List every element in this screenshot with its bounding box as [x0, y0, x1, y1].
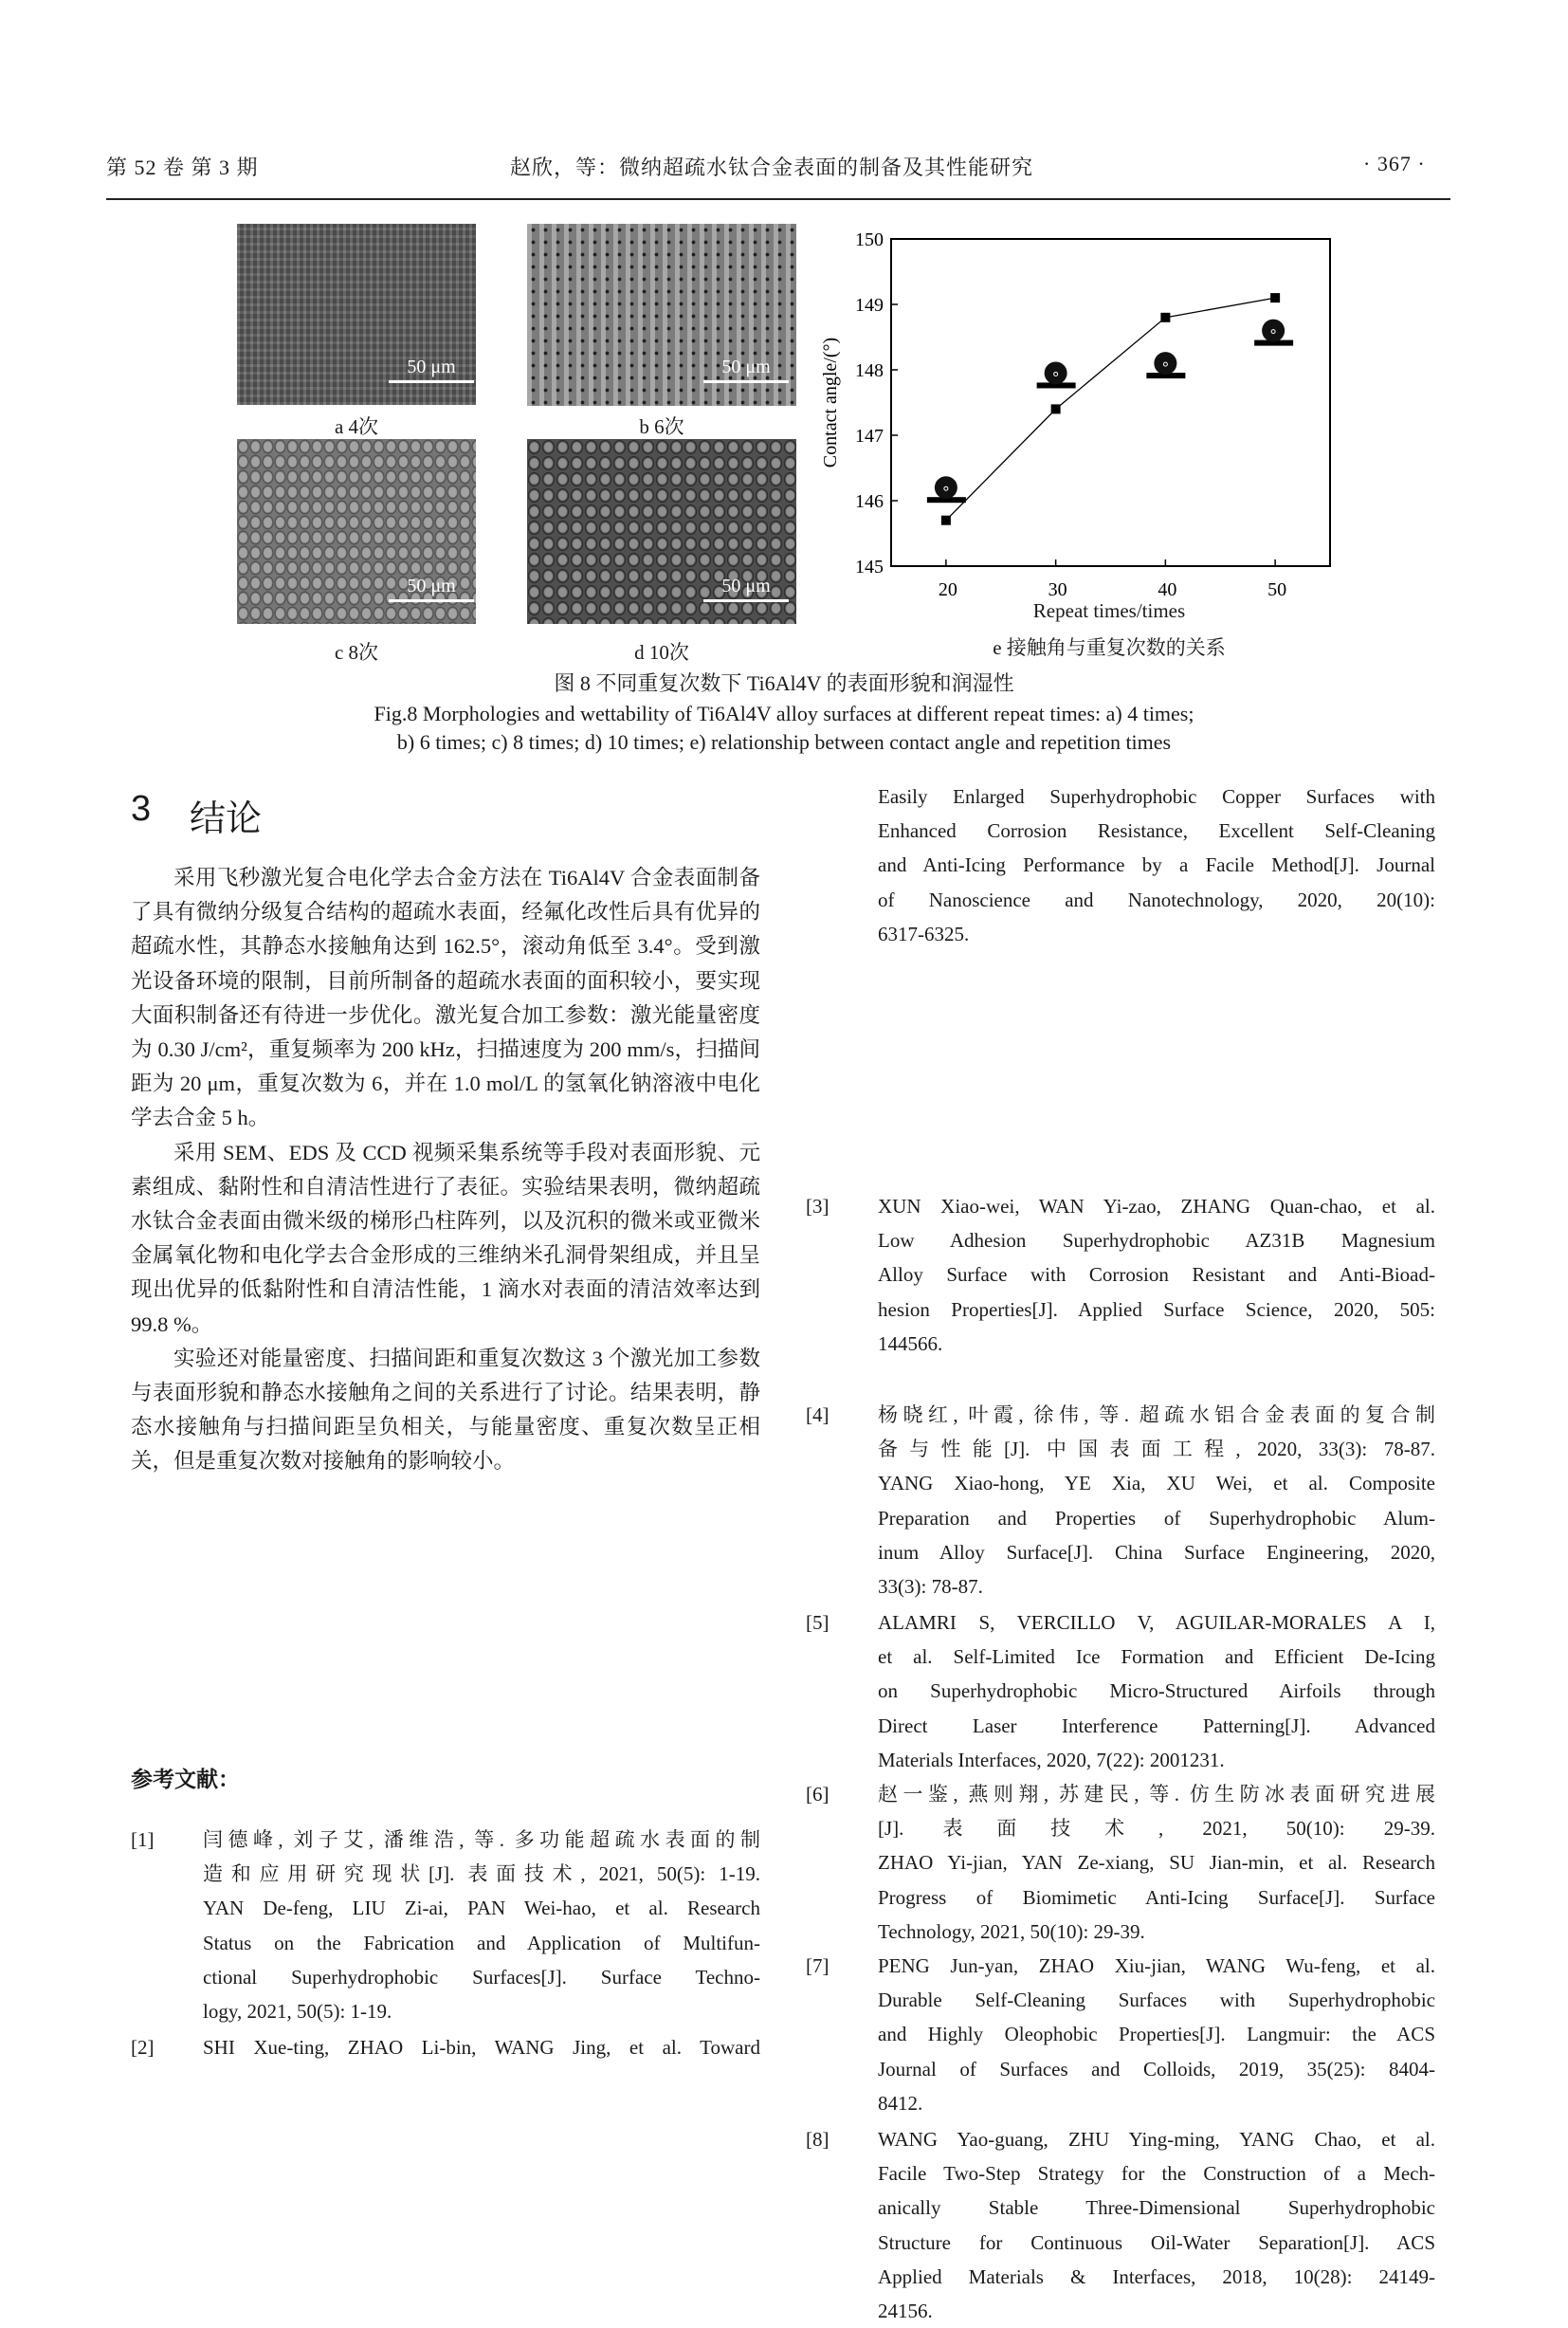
conclusion-body [131, 861, 760, 1479]
running-title: 赵欣，等：微纳超疏水钛合金表面的制备及其性能研究 [510, 156, 1034, 179]
droplet-icon [1154, 352, 1176, 375]
sem-image-c [237, 439, 476, 624]
reference-text: ALAMRI S, VERCILLO V, AGUILAR-MORALES A I, et al. Self-Limited Ice Formation and Efficient De-Icing on Superhydrophobic Micro-Structured Airfoils through Direct Laser Interference Patterning[J]. Advanced Materials Interfaces, 2020, 7(22): 2001231. [878, 1611, 1435, 1771]
figure-caption-en-1: Fig.8 Morphologies and wettability of Ti6Al4V alloy surfaces at different repeat times: a) 4 times; [374, 702, 1194, 725]
scale-bar-c: 50 μm [389, 576, 474, 602]
data-point-marker [1051, 404, 1061, 413]
scale-bar-b: 50 μm [703, 357, 789, 383]
volume-issue: 第 52 卷 第 3 期 [106, 156, 259, 179]
caption-b: b 6次 [639, 415, 684, 438]
caption-c: c 8次 [334, 641, 379, 664]
section-title: 结论 [190, 799, 263, 839]
x-tick-label: 20 [938, 579, 957, 600]
reference-number: [8] [806, 2128, 830, 2151]
reference-number: [7] [806, 1954, 830, 1977]
sem-image-d [527, 439, 796, 624]
reference-number: [1] [131, 1828, 155, 1851]
data-point-marker [1270, 293, 1280, 302]
reference-number: [2] [131, 2036, 155, 2059]
section-number: 3 [131, 789, 152, 829]
caption-d: d 10次 [634, 641, 689, 664]
caption-a: a 4次 [334, 415, 379, 438]
reference-text: 杨晓红, 叶霞, 徐伟, 等. 超疏水铝合金表面的复合制 备与性能[J]. 中国表面工程, 2020, 33(3): 78-87. YANG Xiao-hong, YE Xia, XU Wei, et al. Composite Preparation and Properties of Superhydrophobic Alum- inum Alloy Surface[J]. China Surface Engineering, 2020, 33(3): 78-87. [878, 1403, 1435, 1599]
reference-text: WANG Yao-guang, ZHU Ying-ming, YANG Chao, et al. Facile Two-Step Strategy for the Construction of a Mech- anically Stable Three-Dimensional Superhydrophobic Structure for Continuous Oil-Water Separation[J]. ACS Applied Materials & Interfaces, 2018, 10(28): 24149- 24156. [878, 2128, 1435, 2323]
data-point-marker [1160, 313, 1170, 322]
figure-caption-en-2: b) 6 times; c) 8 times; d) 10 times; e) relationship between contact angle and repetition times [396, 730, 1172, 754]
reference-text: Easily Enlarged Superhydrophobic Copper Surfaces with Enhanced Corrosion Resistance, Excellent Self-Cleaning and Anti-Icing Performance by a Facile Method[J]. Journal of Nanoscience and Nanotechnology, 2020, 20(10): 6317-6325. [878, 785, 1435, 945]
reference-number: [5] [806, 1611, 830, 1634]
droplet-icon [1262, 320, 1285, 342]
y-tick-label: 147 [855, 426, 884, 447]
reference-number: [6] [806, 1783, 830, 1806]
header-rule [106, 198, 1450, 200]
y-tick-label: 146 [855, 491, 884, 512]
y-tick-label: 149 [855, 295, 884, 316]
y-tick-label: 145 [855, 557, 884, 577]
paragraph-3: 实验还对能量密度、扫描间距和重复次数这 3 个激光加工参数与表面形貌和静态水接触角之间的关系进行了讨论。结果表明，静态水接触角与扫描间距呈负相关，与能量密度、重复次数呈正相关，但是重复次数对接触角的影响较小。 [131, 1346, 760, 1474]
droplet-icon [935, 476, 957, 499]
reference-number: [4] [806, 1403, 830, 1426]
references-heading: 参考文献： [131, 1767, 240, 1791]
chart-y-label: Contact angle/(°) [820, 337, 841, 468]
reference-text: 闫德峰, 刘子艾, 潘维浩, 等. 多功能超疏水表面的制 造和应用研究现状[J]. 表面技术, 2021, 50(5): 1-19. YAN De-feng, LIU Zi-ai, PAN Wei-hao, et al. Research Status on the Fabrication and Application of Multifun- ctional Superhydrophobic Surfaces[J]. Surface Techno- logy, 2021, 50(5): 1-19. [203, 1828, 760, 2024]
y-tick-label: 150 [855, 229, 884, 250]
droplet-icon [1045, 361, 1067, 384]
sem-image-b [527, 224, 796, 406]
reference-text: 赵一鉴, 燕则翔, 苏建民, 等. 仿生防冰表面研究进展 [J]. 表面技术, 2021, 50(10): 29-39. ZHAO Yi-jian, YAN Ze-xiang, SU Jian-min, et al. Research Progress of Biomimetic Anti-Icing Surface[J]. Surface Technology, 2021, 50(10): 29-39. [878, 1783, 1435, 1943]
plot-frame [891, 239, 1330, 566]
caption-e: e 接触角与重复次数的关系 [993, 636, 1226, 659]
data-point-marker [941, 516, 951, 525]
page-number: · 367 · [1363, 152, 1426, 175]
reference-text: SHI Xue-ting, ZHAO Li-bin, WANG Jing, et al. Toward [203, 2036, 760, 2059]
figure-caption-cn: 图 8 不同重复次数下 Ti6Al4V 的表面形貌和润湿性 [554, 671, 1014, 695]
scale-bar-a: 50 μm [389, 357, 474, 383]
x-tick-label: 50 [1267, 579, 1287, 600]
paragraph-1: 采用飞秒激光复合电化学去合金方法在 Ti6Al4V 合金表面制备了具有微纳分级复合结构的超疏水表面，经氟化改性后具有优异的超疏水性，其静态水接触角达到 162.5°，滚动角低至 3.4°。受到激光设备环境的限制，目前所制备的超疏水表面的面积较小，要实现大面积制备还有待进一步优化。激光复合加工参数：激光能量密度为 0.30 J/cm²，重复频率为 200 kHz，扫描速度为 200 mm/s，扫描间距为 20 μm，重复次数为 6，并在 1.0 mol/L 的氢氧化钠溶液中电化学去合金 5 h。 [131, 866, 760, 1130]
paragraph-2: 采用 SEM、EDS 及 CCD 视频采集系统等手段对表面形貌、元素组成、黏附性和自清洁性进行了表征。实验结果表明，微纳超疏水钛合金表面由微米级的梯形凸柱阵列，以及沉积的微米或亚微米金属氧化物和电化学去合金形成的三维纳米孔洞骨架组成，并且呈现出优异的低黏附性和自清洁性能，1 滴水对表面的清洁效率达到 99.8 %。 [131, 1140, 760, 1336]
contact-angle-chart [815, 218, 1346, 635]
data-line [946, 298, 1275, 521]
x-tick-label: 30 [1048, 579, 1067, 600]
sem-image-a [237, 224, 476, 405]
reference-text: PENG Jun-yan, ZHAO Xiu-jian, WANG Wu-feng, et al. Durable Self-Cleaning Surfaces with Superhydrophobic and Highly Oleophobic Properties[J]. Langmuir: the ACS Journal of Surfaces and Colloids, 2019, 35(25): 8404- 8412. [878, 1954, 1435, 2115]
y-tick-label: 148 [855, 360, 884, 381]
reference-text: XUN Xiao-wei, WAN Yi-zao, ZHANG Quan-chao, et al. Low Adhesion Superhydrophobic AZ31B Magnesium Alloy Surface with Corrosion Resistant and Anti-Bioad- hesion Properties[J]. Applied Surface Science, 2020, 505: 144566. [878, 1195, 1435, 1355]
reference-number: [3] [806, 1195, 830, 1218]
chart-x-label: Repeat times/times [1032, 599, 1186, 622]
scale-bar-d: 50 μm [703, 576, 789, 602]
x-tick-label: 40 [1158, 579, 1177, 600]
